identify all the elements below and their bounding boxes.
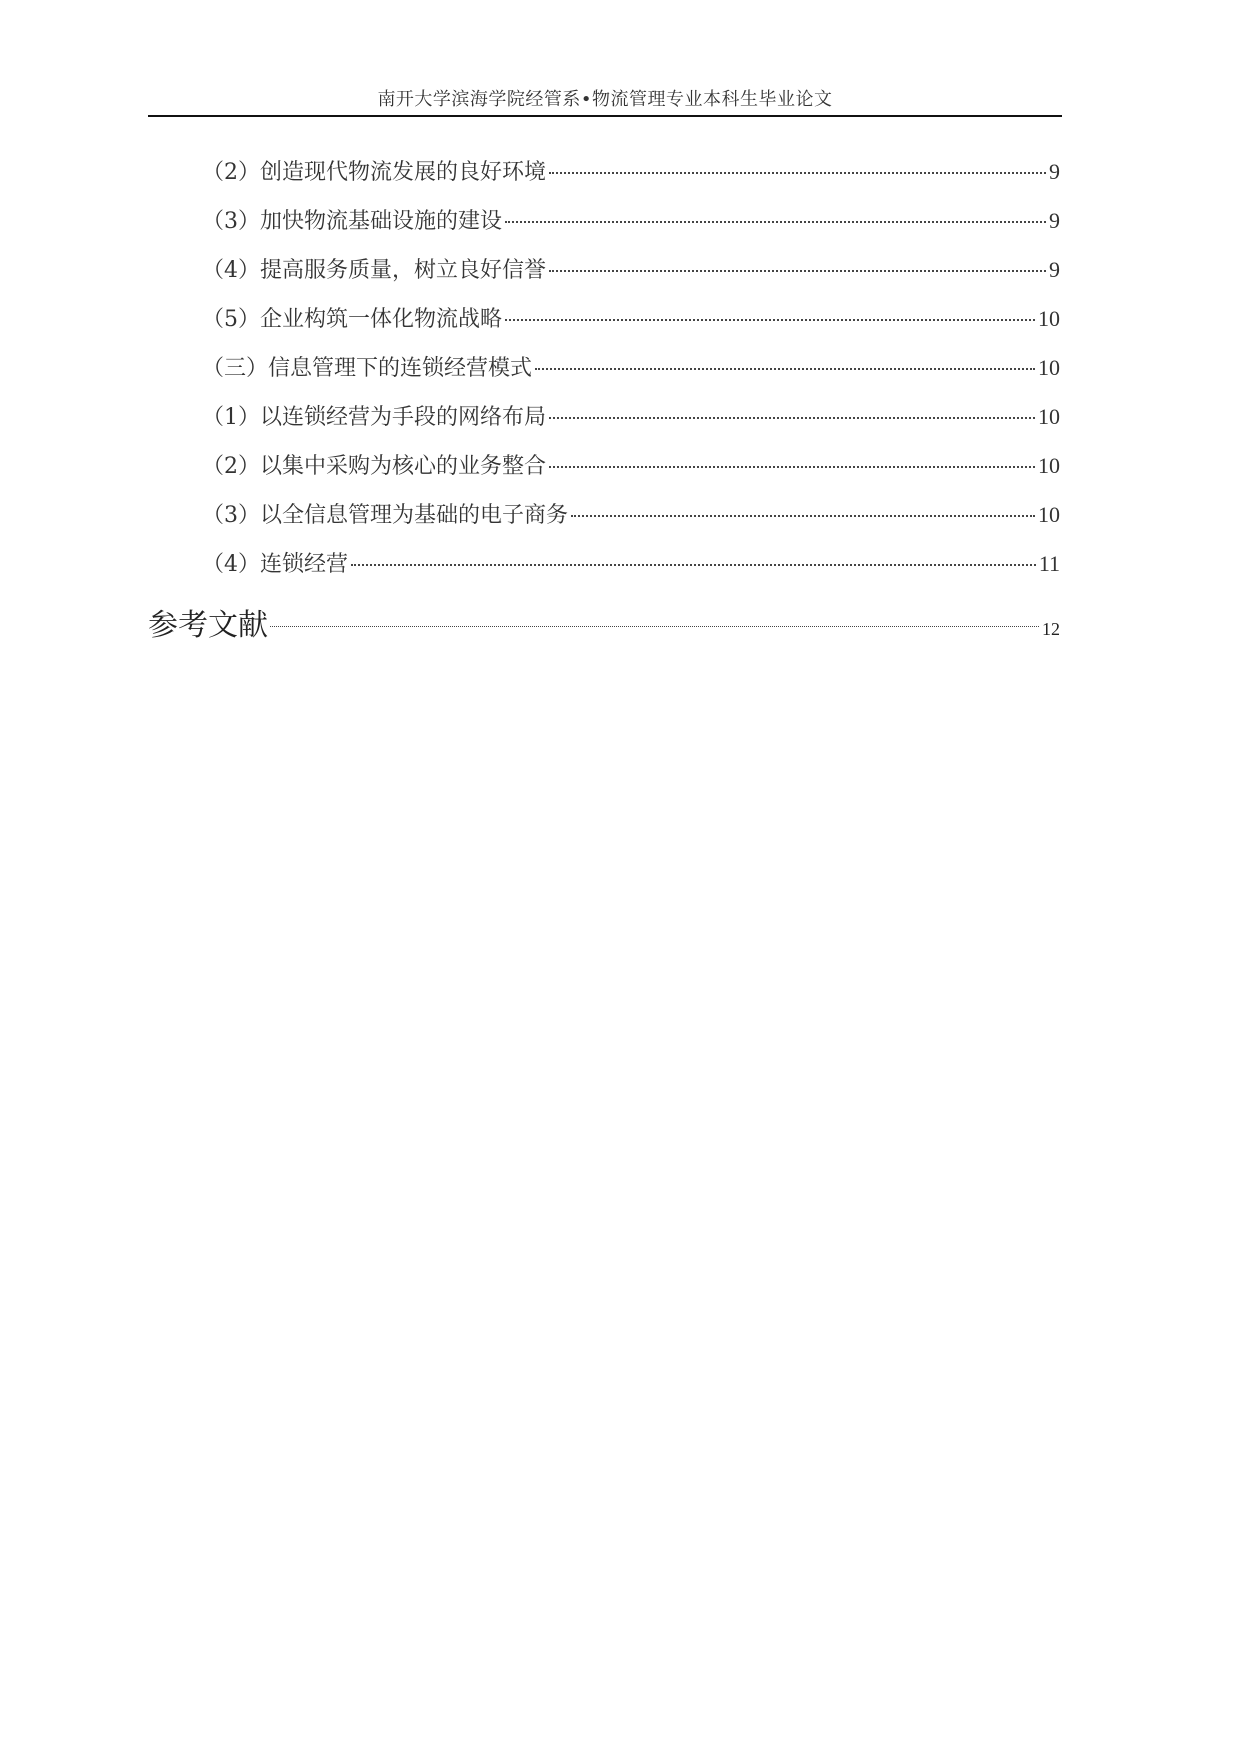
- toc-page-number: 9: [1049, 257, 1060, 282]
- toc-entry-label: （三）信息管理下的连锁经营模式: [202, 356, 533, 381]
- toc-page-number: 9: [1049, 159, 1060, 184]
- toc-page-number: 12: [1042, 619, 1060, 639]
- toc-entry[interactable]: [148, 547, 1060, 596]
- toc-page-number: 10: [1038, 306, 1060, 331]
- toc-entry-label: （3）加快物流基础设施的建设: [202, 209, 502, 234]
- toc-page-number: 9: [1049, 208, 1060, 233]
- toc-page-number: 10: [1038, 404, 1060, 429]
- toc-page-number: 10: [1038, 453, 1060, 478]
- table-of-contents: [148, 155, 1060, 649]
- toc-entry[interactable]: [148, 302, 1060, 351]
- toc-entry-label: （1）以连锁经营为手段的网络布局: [202, 405, 546, 430]
- toc-dot-leader: [505, 319, 1035, 321]
- toc-entry[interactable]: [148, 351, 1060, 400]
- toc-entry[interactable]: [148, 253, 1060, 302]
- toc-entry[interactable]: [148, 204, 1060, 253]
- toc-dot-leader: [571, 515, 1035, 517]
- toc-entry-label: （2）以集中采购为核心的业务整合: [202, 454, 546, 479]
- toc-dot-leader: [270, 626, 1039, 627]
- toc-entry[interactable]: [148, 498, 1060, 547]
- toc-entry-label: （4）连锁经营: [202, 552, 348, 577]
- toc-dot-leader: [535, 368, 1035, 370]
- page-header: [148, 84, 1062, 117]
- toc-dot-leader: [549, 417, 1035, 419]
- toc-entry-label: （3）以全信息管理为基础的电子商务: [202, 503, 568, 528]
- toc-dot-leader: [549, 172, 1046, 174]
- toc-entry-label: （2）创造现代物流发展的良好环境: [202, 160, 546, 185]
- toc-dot-leader: [351, 564, 1036, 566]
- toc-page-number: 10: [1038, 502, 1060, 527]
- toc-dot-leader: [549, 270, 1046, 272]
- toc-entry[interactable]: [148, 449, 1060, 498]
- toc-page-number: 11: [1038, 551, 1060, 576]
- toc-page-number: 10: [1038, 355, 1060, 380]
- toc-entry[interactable]: [148, 400, 1060, 449]
- toc-dot-leader: [505, 221, 1046, 223]
- toc-entry-label: （4）提高服务质量，树立良好信誉: [202, 258, 546, 283]
- toc-entry-label: （5）企业构筑一体化物流战略: [202, 307, 502, 332]
- toc-entry-label: 参考文献: [148, 608, 268, 643]
- toc-dot-leader: [549, 466, 1035, 468]
- header-title: 南开大学滨海学院经管系•物流管理专业本科生毕业论文: [377, 89, 833, 110]
- toc-entry-references[interactable]: [148, 600, 1060, 649]
- toc-entry[interactable]: [148, 155, 1060, 204]
